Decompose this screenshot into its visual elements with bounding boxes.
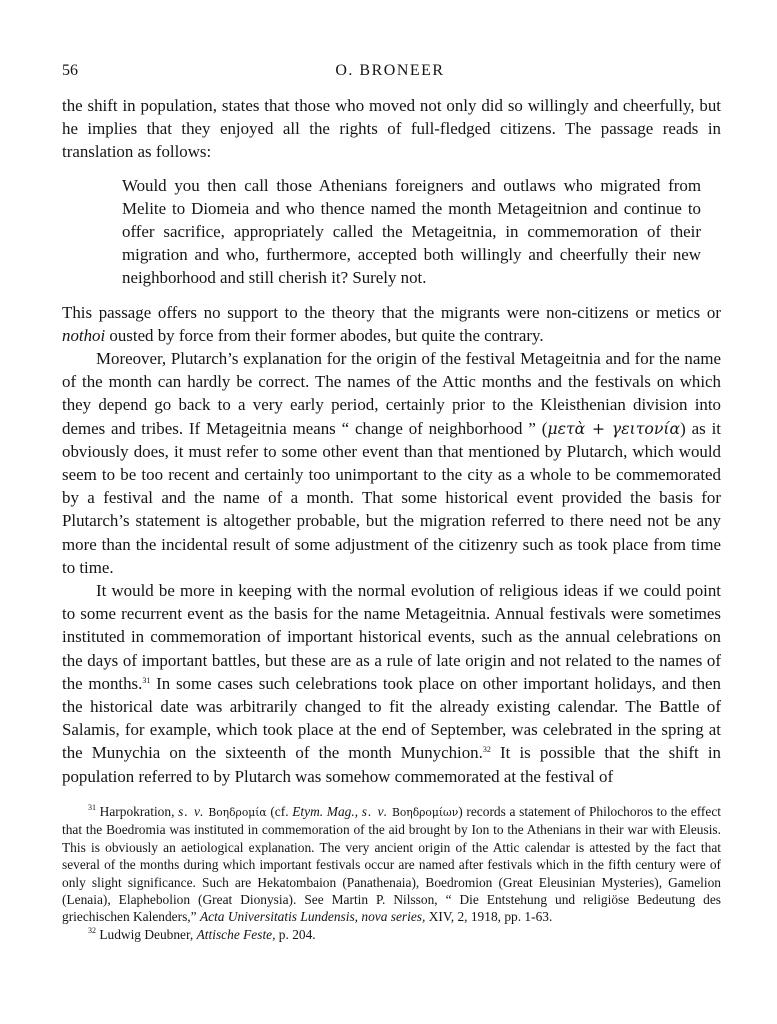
page-number: 56 bbox=[62, 62, 78, 79]
paragraph-2-text-a: This passage offers no support to the theory that the migrants were non-citizens or metics or bbox=[62, 302, 721, 322]
footnote-31-etym: Etym. Mag., bbox=[292, 803, 359, 819]
footnotes bbox=[62, 803, 721, 943]
greek-etymology: μετὰ + γειτονία bbox=[547, 418, 681, 438]
paragraph-3-text-a: Moreover, Plutarch’s explanation for the origin of the festival Metageitnia and for the name of the month can hardly be correct. The names of the Attic months and the festivals on which they depend go back to a very early period, certainly prior to the Kleisthenian division into demes and tribes. If Metageitnia means “ change of neighborhood ” ( bbox=[62, 349, 721, 438]
footnote-31-text-c: ) records a statement of Philochoros to the effect that the Boedromia was instituted in commemoration of the aid brought by Ion to the Athenians in their war with Eleusis. This is obviously an aetiological explanation. The very ancient origin of the Attic calendar is attested by the fact that several of the months during which important festivals occur are named after festivals which in the fifth century were of only slight significance. Such are Hekatombaion (Panathenaia), Boedromion (Great Eleusinian Mysteries), Gamelion (Lenaia), Elaphebolion (Great Dionysia). See Martin P. Nilsson, “ Die Entstehung und religiöse Bedeutung des griechischen Kalenders,” bbox=[62, 803, 721, 925]
footnote-31-greek-1: Βοηδρομία bbox=[208, 805, 267, 819]
footnote-32 bbox=[62, 926, 721, 943]
footnote-31 bbox=[62, 803, 721, 926]
footnote-31-acta: Acta Universitatis Lundensis, nova series, bbox=[199, 909, 426, 925]
footnote-31-number: 31 bbox=[88, 802, 96, 812]
paragraph-2-text-c: ousted by force from their former abodes, but quite the contrary. bbox=[109, 325, 544, 345]
paragraph-4-text-b: In some cases such celebrations took place on other important holidays, and then the historical date was arbitrarily changed to fit the already existing calendar. The Battle of Salamis, for example, which took place at the end of September, was celebrated in the spring at the Munychia on the sixteenth of the month Munychion. bbox=[62, 673, 721, 763]
paragraph-1: the shift in population, states that those who moved not only did so willingly and cheerfully, but he implies that they enjoyed all the rights of full-fledged citizens. The passage reads in translation as follows: bbox=[62, 96, 721, 162]
paragraph-2 bbox=[62, 301, 721, 347]
footnote-31-text-b: (cf. bbox=[266, 803, 289, 819]
footnote-32-text-a: Ludwig Deubner, bbox=[96, 926, 194, 942]
paragraph-4-text-c: It is possible that the shift in population referred to by Plutarch was somehow commemorated at the festival of bbox=[62, 743, 721, 786]
main-text bbox=[62, 94, 721, 788]
footnote-32-number: 32 bbox=[88, 925, 96, 935]
footnote-31-text-d: XIV, 2, 1918, pp. 1-63. bbox=[425, 909, 553, 925]
footnote-32-title: Attische Feste, bbox=[196, 926, 276, 942]
paragraph-4-text-a: It would be more in keeping with the normal evolution of religious ideas if we could point to some recurrent event as the basis for the name Metageitnia. Annual festivals were sometimes instituted in commemoration of important historical events, such as the annual celebrations on the days of important battles, but these are as a rule of late origin and not related to the names of the months. bbox=[62, 581, 721, 693]
nothoi-term: nothoi bbox=[62, 325, 106, 345]
running-head bbox=[62, 62, 718, 86]
footnote-31-greek-2: Βοηδρομίων bbox=[391, 805, 459, 819]
paragraph-3-text-b: ) as it obviously does, it must refer to some other event than that mentioned by Plutarch, which would seem to be too recent and certainly too unimportant to the city as a whole to be commemorated by a festival and the name of a month. That some historical event provided the basis for Plutarch’s statement is altogether probable, but the migration referred to there need not be any more than the incidental result of some adjustment of the citizenry such as took place from time to time. bbox=[62, 418, 721, 577]
block-quote-text: Would you then call those Athenians foreigners and outlaws who migrated from Melite to Diomeia and who thence named the month Metageitnion and continue to offer sacrifice, appropriately called the Metageitnia, in commemoration of their migration and who, furthermore, accepted both willingly and cheerfully their new neighborhood and still cherish it? Surely not. bbox=[122, 175, 701, 288]
footnote-ref-31[interactable]: 31 bbox=[142, 675, 151, 685]
paragraph-4 bbox=[62, 579, 721, 788]
paragraph-3 bbox=[62, 347, 721, 579]
footnote-31-sv-1: s. v. bbox=[178, 803, 205, 819]
block-quote bbox=[122, 174, 701, 290]
running-head-author: O. BRONEER bbox=[335, 62, 445, 79]
footnote-31-sv-2: s. v. bbox=[361, 803, 389, 819]
body-text bbox=[62, 94, 721, 943]
footnote-ref-32[interactable]: 32 bbox=[482, 745, 491, 755]
footnote-31-text-a: Harpokration, bbox=[96, 803, 175, 819]
footnote-32-text-b: p. 204. bbox=[275, 926, 316, 942]
